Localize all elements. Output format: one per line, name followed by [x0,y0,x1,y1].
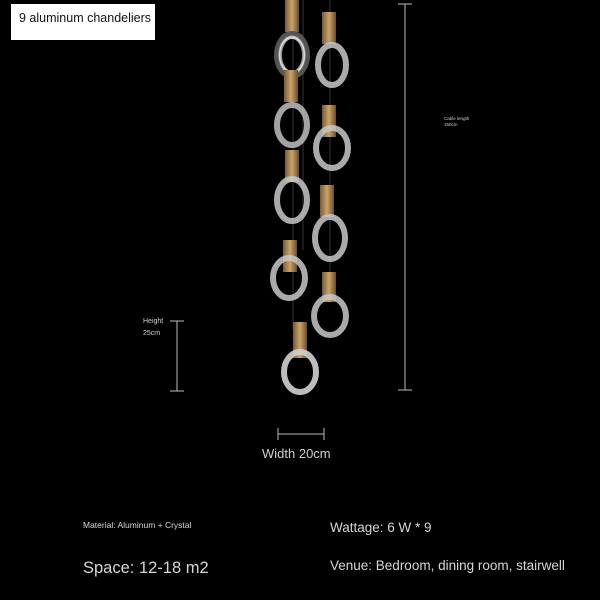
space-spec: Space: 12-18 m2 [83,559,209,577]
cable-length-dimension-line [398,4,412,390]
pendant-6 [318,12,346,85]
pendant-lights [273,0,348,392]
pendant-1 [278,0,306,75]
venue-spec: Venue: Bedroom, dining room, stairwell [330,558,565,573]
height-dimension-line [170,321,184,391]
width-dimension-line [278,428,324,440]
pendant-5 [284,322,316,392]
title-label: 9 aluminum chandeliers [11,4,155,40]
cable-length-value: 150cm [444,122,458,127]
height-value: 25cm [143,330,161,337]
wattage-spec: Wattage: 6 W * 9 [330,520,432,535]
cable-length-label: Cable length [444,116,470,121]
pendant-4 [273,240,305,298]
width-label: Width 20cm [262,446,331,461]
pendant-9 [314,272,346,335]
material-spec: Material: Aluminum + Crystal [83,520,192,530]
pendant-7 [316,105,348,168]
height-label: Height [143,318,164,325]
